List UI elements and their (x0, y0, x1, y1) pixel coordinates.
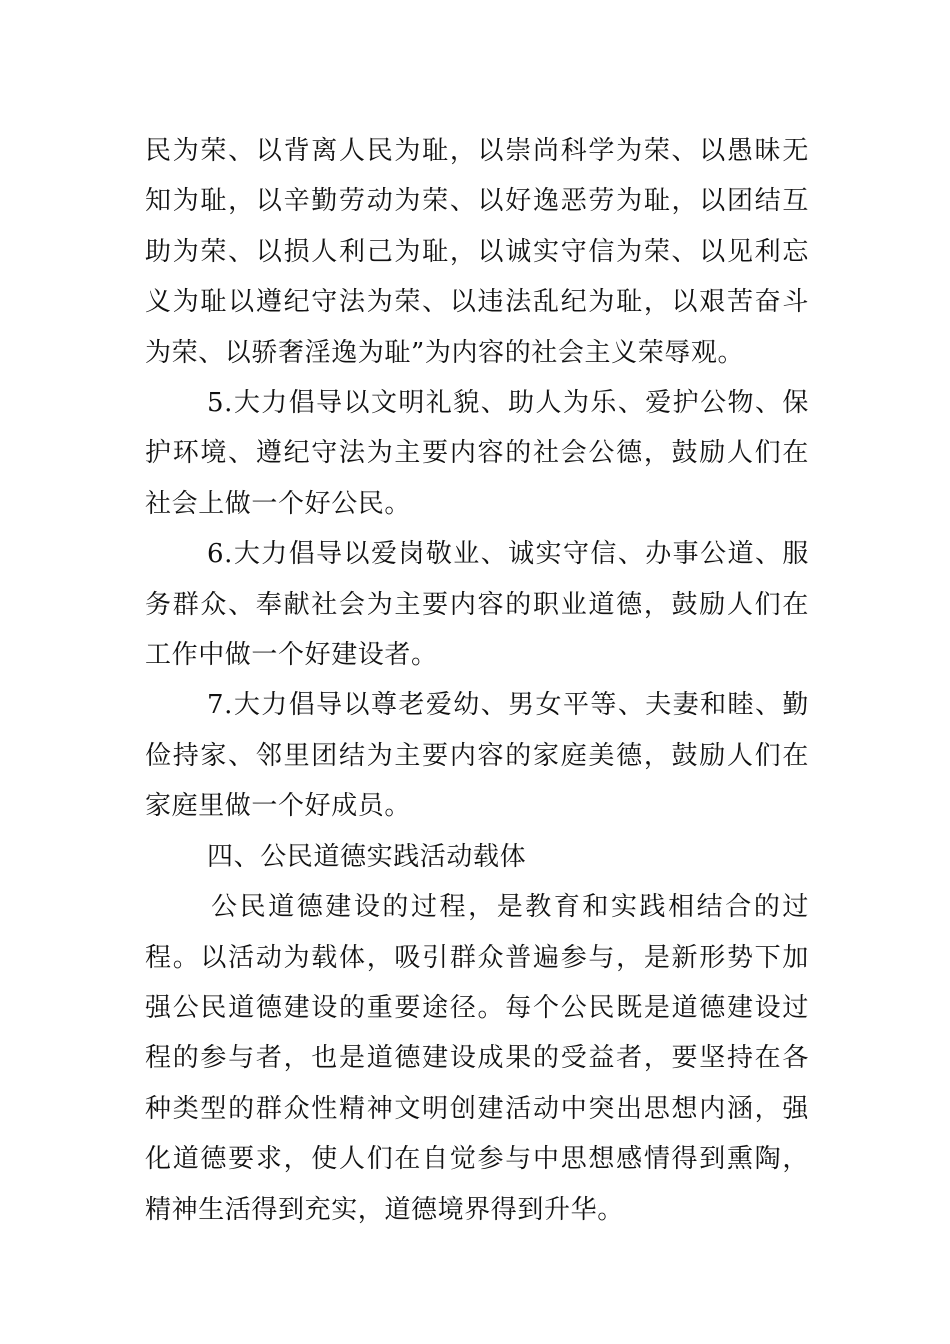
paragraph-item-7: 7.大力倡导以尊老爱幼、男女平等、夫妻和睦、勤俭持家、邻里团结为主要内容的家庭美德，鼓励人们在家庭里做一个好成员。 (145, 690, 809, 822)
paragraph-section-4-body: 公民道德建设的过程，是教育和实践相结合的过程。以活动为载体，吸引群众普遍参与，是新形势下加强公民道德建设的重要途径。每个公民既是道德建设过程的参与者，也是道德建设成果的受益者，要坚持在各种类型的群众性精神文明创建活动中突出思想内涵，强化道德要求，使人们在自觉参与中思想感情得到熏陶，精神生活得到充实，道德境界得到升华。 (145, 892, 809, 1225)
paragraph-item-6: 6.大力倡导以爱岗敬业、诚实守信、办事公道、服务群众、奉献社会为主要内容的职业道德，鼓励人们在工作中做一个好建设者。 (145, 539, 809, 671)
section-heading-4: 四、公民道德实践活动载体 (207, 841, 527, 872)
document-page (145, 126, 809, 1235)
paragraph-item-5: 5.大力倡导以文明礼貌、助人为乐、爱护公物、保护环境、遵纪守法为主要内容的社会公德，鼓励人们在社会上做一个好公民。 (145, 388, 809, 519)
paragraph-rongru-continuation: 民为荣、以背离人民为耻，以崇尚科学为荣、以愚昧无知为耻，以辛勤劳动为荣、以好逸恶劳为耻，以团结互助为荣、以损人利己为耻，以诚实守信为荣、以见利忘义为耻以遵纪守法为荣、以违法乱纪为耻，以艰苦奋斗为荣、以骄奢淫逸为耻”为内容的社会主义荣辱观。 (145, 136, 809, 368)
